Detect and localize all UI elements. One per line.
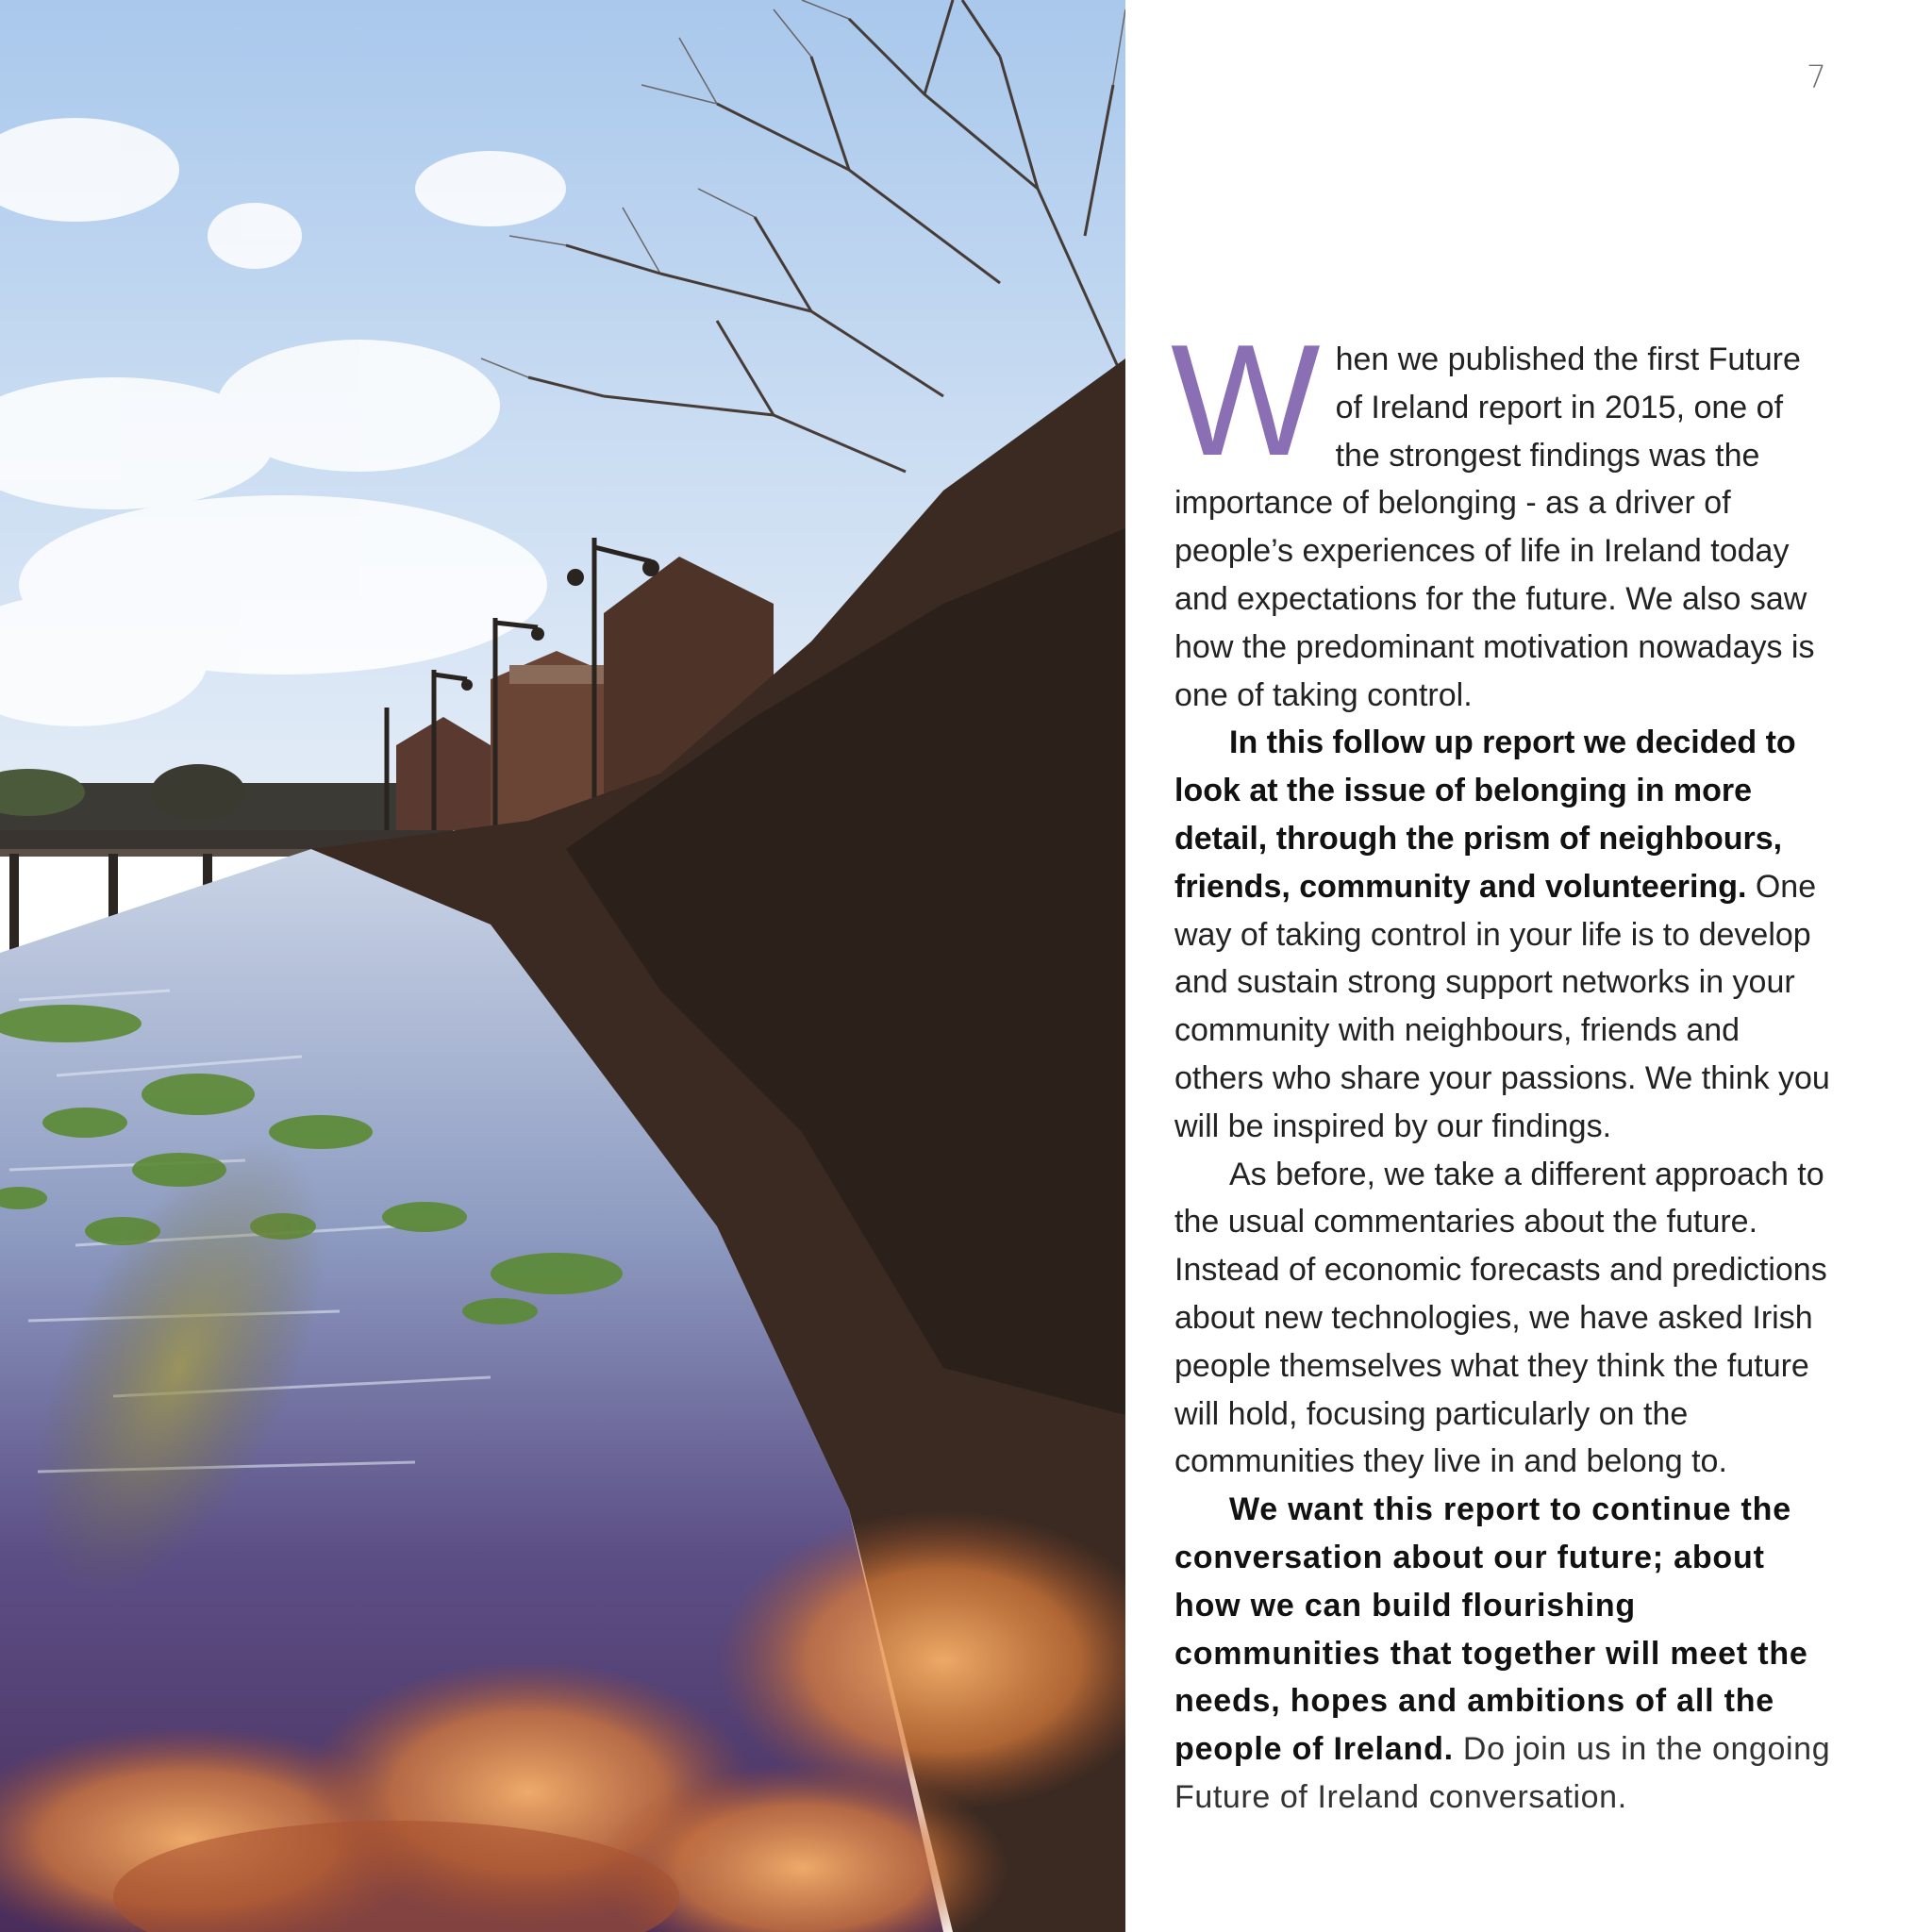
paragraph-3 xyxy=(1174,1151,1835,1487)
intro-text xyxy=(1171,311,1835,1822)
paragraph-4-bold: We want this report to continue the conversation about our future; about how we can build flourishing communities that together will meet the needs, hopes and ambitions of all the people of Ireland. xyxy=(1174,1491,1808,1768)
page-number: 7 xyxy=(1807,58,1826,95)
paragraph-2-text: One way of taking control in your life is to develop and sustain strong support networks in your community with neighbours, friends and others who share your passions. We think you will be inspired by our findings. xyxy=(1174,868,1830,1144)
paragraph-4 xyxy=(1174,1486,1835,1822)
drop-cap: W xyxy=(1171,311,1321,489)
paragraph-1 xyxy=(1171,311,1835,719)
paragraph-1-text: hen we published the first Future of Ireland report in 2015, one of the strongest findings was the importance of belonging - as a driver of people’s experiences of life in Ireland today and expectations for the future. We also saw how the predominant motivation nowadays is one of taking control. xyxy=(1174,341,1815,713)
paragraph-3-text: As before, we take a different approach to the usual commentaries about the future. Instead of economic forecasts and predictions about new technologies, we have asked Irish people themselves what they think the future will hold, focusing particularly on the communities they live in and belong to. xyxy=(1174,1156,1827,1480)
paragraph-2-bold: In this follow up report we decided to look at the issue of belonging in more detail, through the prism of neighbours, friends, community and volunteering. xyxy=(1174,724,1796,905)
paragraph-2 xyxy=(1174,719,1835,1150)
paragraph-4-text: Do join us in the ongoing Future of Ireland conversation. xyxy=(1174,1731,1831,1815)
